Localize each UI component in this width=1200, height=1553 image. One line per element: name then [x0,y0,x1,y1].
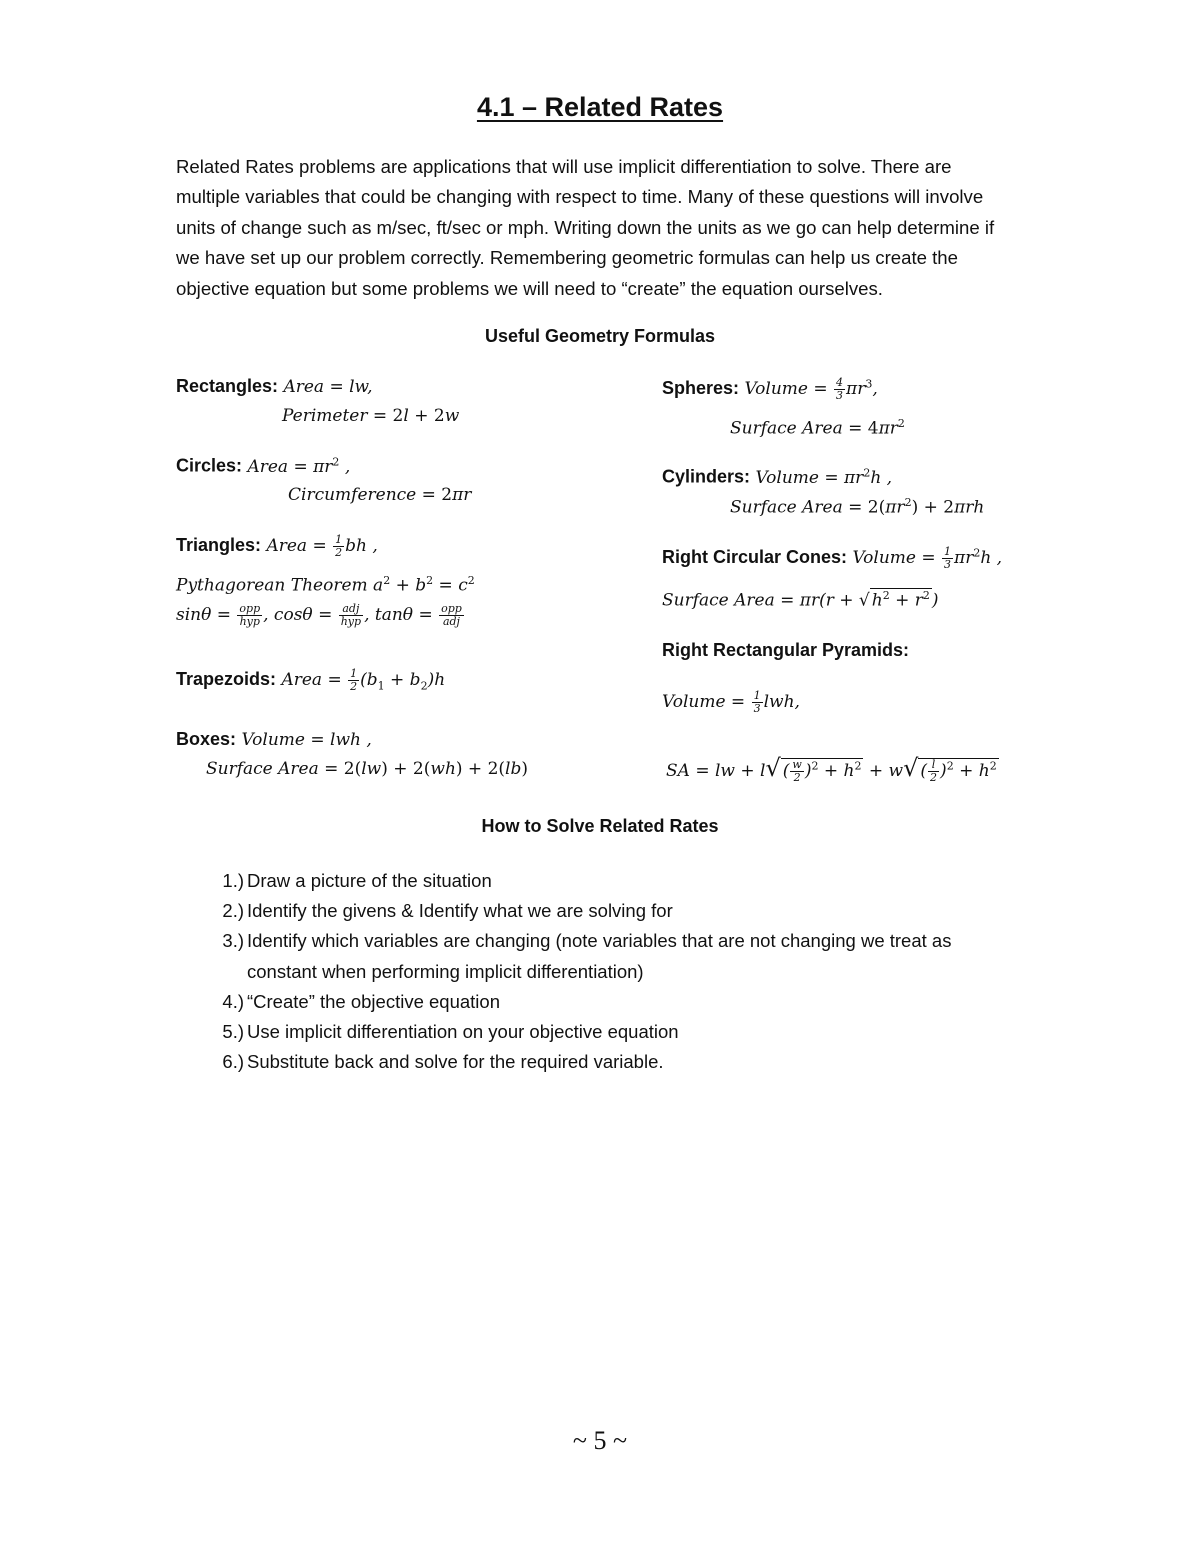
circles-label: Circles: [176,455,243,476]
boxes-formula: Boxes: Volume = lwh , [176,729,372,750]
circles-formula: Circles: Area = $\pi r^2$ , [176,455,351,477]
cones-formula: Right Circular Cones: Volume = $\frac{1}{3}$ $\pi r^2h$ , [662,545,1003,571]
step-text: Identify which variables are changing (note variables that are not changing we treat as [247,930,952,952]
boxes-surface-area: Surface Area = 2(lw) + 2(wh) + 2(lb) [206,759,528,779]
steps-heading: How to Solve Related Rates [481,816,719,836]
intro-line: Related Rates problems are applications that will use implicit differentiation to solve. There are [176,156,952,177]
pythagorean-theorem: Pythagorean Theorem $a^2 + b^2 = c^2$ [176,574,475,596]
step-number: 4.) [222,990,244,1012]
pyramids-volume: Volume = $\frac{1}{3}$ lwh, [662,689,800,715]
cylinders-formula: Cylinders: Volume = $\pi r^2h$ , [662,466,893,488]
step-number: 2.) [222,900,244,922]
triangles-label: Triangles: [176,535,262,555]
circles-circumference: Circumference = 2πr [288,485,472,505]
intro-line: units of change such as m/sec, ft/sec or mph. Writing down the units as we go can help determine if [176,216,995,238]
rectangles-perimeter: Perimeter = 2l + 2w [282,406,460,426]
triangles-formula: Triangles: Area = $\frac{1}{2}$ bh , [176,533,378,559]
step-text: Substitute back and solve for the required variable. [247,1051,664,1073]
cylinders-label: Cylinders: [662,466,751,487]
cylinders-surface-area: Surface Area = $2(\pi r^2) + 2\pi rh$ [730,496,985,518]
formulas-heading: Useful Geometry Formulas [484,326,716,346]
trapezoids-label: Trapezoids: [176,669,277,689]
step-number: 1.) [222,870,244,891]
trig-ratios: sinθ = $\frac{\text{opp}}{\text{hyp}}$ , cosθ = $\frac{\text{adj}}{\text{hyp}}$ , tanθ = $\frac{\text{opp}}{\text{adj}}$ [176,602,462,628]
spheres-formula: Spheres: Volume = $\frac{4}{3}$ $\pi r^3$, [662,376,878,402]
pyramids-heading [662,640,909,661]
intro-paragraph [176,152,1076,304]
step-text: “Create” the objective equation [247,990,500,1012]
step-text: Use implicit differentiation on your objective equation [247,1020,679,1042]
rectangles-formula: Rectangles: Area = lw, [176,376,373,397]
cones-surface-area: Surface Area = πr(r + √ $h^2 + r^2$ ) [662,589,939,611]
boxes-label: Boxes: [176,729,237,749]
step-text: Identify the givens & Identify what we are solving for [247,900,673,922]
cones-label: Right Circular Cones: [662,547,848,567]
step-number: 5.) [222,1020,244,1042]
spheres-label: Spheres: [662,378,740,398]
intro-line: multiple variables that could be changing with respect to time. Many of these questions will involve [176,186,984,208]
page-title: 4.1 – Related Rates [476,92,724,122]
intro-line: we have set up our problem correctly. Remembering geometric formulas can help us create the [176,247,958,269]
intro-line: objective equation but some problems we will need to “create” the equation ourselves. [176,277,883,299]
page-number: ~ 5 ~ [572,1426,628,1455]
step-text: constant when performing implicit differentiation) [247,960,644,982]
spheres-surface-area: Surface Area = $4\pi r^2$ [730,417,905,439]
step-number: 3.) [222,930,244,952]
step-text: Draw a picture of the situation [247,870,492,891]
step-number: 6.) [222,1051,244,1073]
pyramids-label: Right Rectangular Pyramids: [662,640,910,660]
pyramids-surface-area: SA = lw + l√ ( $\frac{w}{2}$ )$^2 + h^2 + w√$ ( $\frac{l}{2}$ )$^2 + h^2$ [666,754,997,784]
trapezoids-formula: Trapezoids: Area = $\frac{1}{2}$ $(b_1 + b_2)h$ [176,667,446,693]
rectangles-label: Rectangles: [176,376,279,396]
